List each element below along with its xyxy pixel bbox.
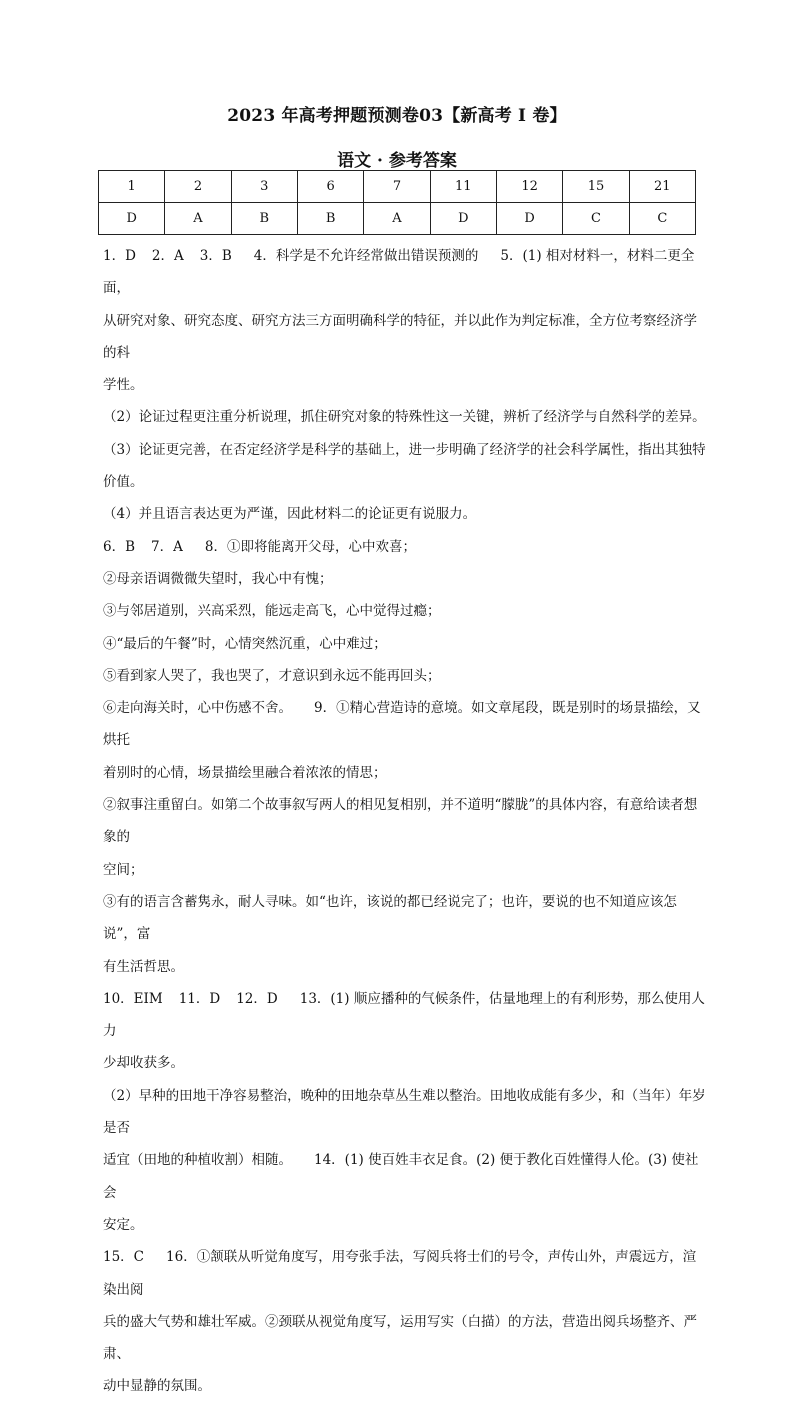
answer-line [103, 1209, 707, 1241]
answer-segment: 9．①精心营造诗的意境。如文章尾段，既是别时的场景描绘，又烘托 [103, 700, 701, 749]
answer-segment: ④“最后的午餐”时，心情突然沉重，心中难过； [103, 635, 387, 652]
answer-segment: 动中显静的氛围。 [103, 1378, 211, 1395]
answer-segment: 学性。 [103, 377, 144, 394]
answer-line [103, 757, 707, 789]
answer-segment: 16．①颔联从听觉角度写，用夸张手法，写阅兵将士们的号令，声传山外，声震远方，渲染出阅 [103, 1249, 697, 1298]
answer-line [103, 789, 707, 854]
answer-segment: ②叙事注重留白。如第二个故事叙写两人的相见复相别，并不道明“朦胧”的具体内容，有意给读者想象的 [103, 797, 698, 846]
answer-segment: 10．EIM [103, 990, 163, 1007]
answer-line [103, 531, 707, 563]
answer-segment: 安定。 [103, 1216, 144, 1233]
answer-segment: ③有的语言含蓄隽永，耐人寻味。如“也许，该说的都已经说完了；也许，要说的也不知道应该怎说”，富 [103, 893, 677, 943]
answer-segment: ⑥走向海关时，心中伤感不舍。 [103, 700, 292, 717]
answer-segment: 13．(1) 顺应播种的气候条件，估量地理上的有利形势，那么使用人力 [103, 990, 705, 1040]
question-number-cell: 21 [629, 171, 695, 203]
answer-line [103, 983, 707, 1048]
answer-segment: 空间； [103, 861, 144, 878]
answer-segment: 14．(1) 使百姓丰衣足食。(2) 便于教化百姓懂得人伦。(3) 使社会 [103, 1152, 699, 1201]
answer-segment: 8．①即将能离开父母，心中欢喜； [204, 538, 416, 555]
answer-segment: ③与邻居道别，兴高采烈，能远走高飞，心中觉得过瘾； [103, 603, 441, 620]
answer-segment: 4．科学是不允许经常做出错误预测的 [253, 248, 479, 264]
answer-line [103, 1306, 707, 1371]
answer-cell: B [231, 203, 297, 235]
answer-segment: （4）并且语言表达更为严谨，因此材料二的论证更有说服力。 [103, 506, 477, 523]
question-number-cell: 15 [563, 171, 629, 203]
answer-cell: D [496, 203, 562, 235]
answer-line [103, 1080, 707, 1145]
answer-cell: D [99, 203, 165, 235]
answer-line [103, 369, 707, 401]
answer-line [103, 240, 707, 305]
answer-segment: 有生活哲思。 [103, 958, 184, 975]
answer-line [103, 1370, 707, 1402]
answer-segment: 3．B [199, 248, 232, 264]
answer-line [103, 1047, 707, 1079]
answer-line [103, 1241, 707, 1306]
answer-cell: A [364, 203, 430, 235]
answer-line [103, 628, 707, 660]
answer-line [103, 498, 707, 530]
answer-line [103, 886, 707, 951]
answer-line [103, 401, 707, 433]
answer-segment: 6．B [103, 538, 136, 555]
question-number-cell: 2 [165, 171, 231, 203]
answer-segment: （2）早种的田地干净容易整治，晚种的田地杂草丛生难以整治。田地收成能有多少，和（当年）年岁是否 [103, 1087, 706, 1137]
answer-segment: 15．C [103, 1249, 145, 1266]
answer-cell: B [297, 203, 363, 235]
question-number-cell: 7 [364, 171, 430, 203]
answer-segment: ②母亲语调微微失望时，我心中有愧； [103, 570, 333, 587]
answer-segment: 着别时的心情，场景描绘里融合着浓浓的情思； [103, 764, 387, 781]
answer-segment: （3）论证更完善，在否定经济学是科学的基础上，进一步明确了经济学的社会科学属性，指出其独特价值。 [103, 441, 706, 491]
question-number-cell: 11 [430, 171, 496, 203]
answer-segment: 适宜（田地的种植收割）相随。 [103, 1152, 292, 1169]
answer-cell: C [629, 203, 695, 235]
answer-line [103, 854, 707, 886]
answer-line [103, 692, 707, 757]
page-title: 2023 年高考押题预测卷03【新高考 I 卷】 [227, 106, 567, 126]
answer-explanations [103, 240, 707, 1403]
question-number-cell: 12 [496, 171, 562, 203]
answer-line [103, 595, 707, 627]
answer-cell: D [430, 203, 496, 235]
question-number-cell: 1 [99, 171, 165, 203]
answer-line [103, 305, 707, 370]
answer-line [103, 660, 707, 692]
answer-line [103, 434, 707, 499]
answer-row [99, 203, 696, 235]
answer-segment: 5．(1) 相对材料一，材料二更全面， [103, 248, 695, 297]
answer-segment: 7．A [151, 538, 183, 555]
answer-segment: 1．D [103, 248, 136, 264]
answer-segment: 少却收获多。 [103, 1055, 184, 1072]
question-number-cell: 6 [297, 171, 363, 203]
answer-segment: 12．D [236, 990, 278, 1007]
answer-line [103, 1144, 707, 1209]
answer-segment: 兵的盛大气势和雄壮军威。②颈联从视觉角度写，运用写实（白描）的方法，营造出阅兵场整齐、严肃、 [103, 1313, 697, 1363]
question-number-row [99, 171, 696, 203]
answer-segment: ⑤看到家人哭了，我也哭了，才意识到永远不能再回头； [103, 667, 441, 684]
answer-line [103, 563, 707, 595]
answer-cell: A [165, 203, 231, 235]
page-subtitle: 语文 · 参考答案 [337, 151, 457, 171]
answer-line [103, 951, 707, 983]
answer-key-table [98, 170, 696, 235]
answer-segment: （2）论证过程更注重分析说理，抓住研究对象的特殊性这一关键，辨析了经济学与自然科学的差异。 [103, 409, 706, 426]
answer-segment: 从研究对象、研究态度、研究方法三方面明确科学的特征，并以此作为判定标准，全方位考察经济学的科 [103, 312, 697, 361]
question-number-cell: 3 [231, 171, 297, 203]
answer-segment: 2．A [151, 248, 184, 264]
answer-segment: 11．D [178, 990, 221, 1007]
answer-cell: C [563, 203, 629, 235]
